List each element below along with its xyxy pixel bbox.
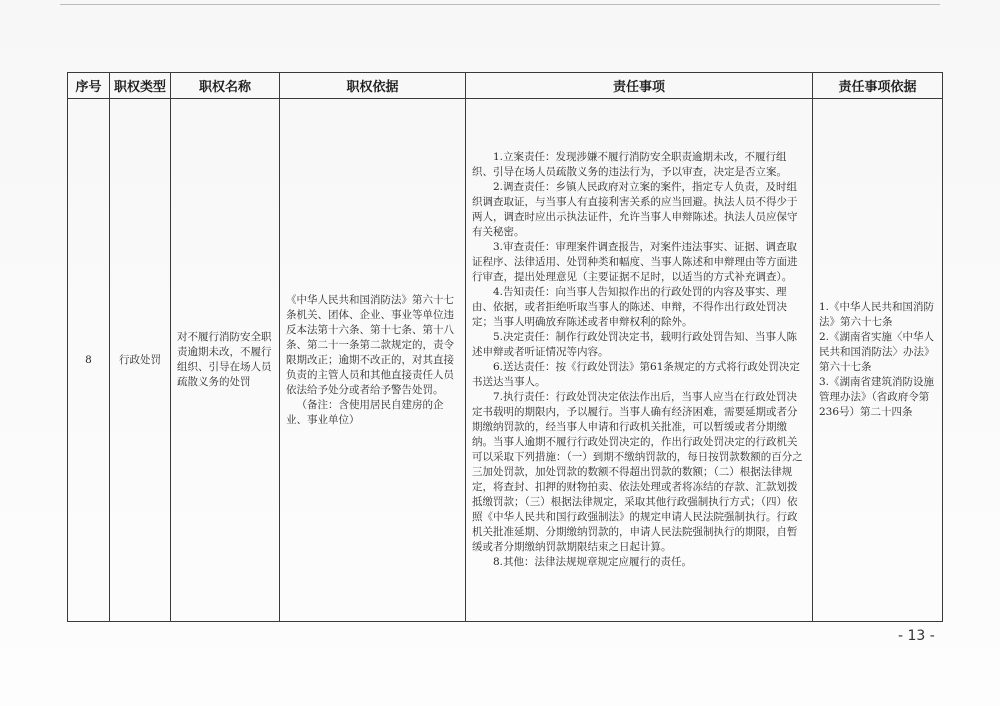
- header-power-basis: 职权依据: [280, 73, 466, 99]
- responsibility-item: 1.立案责任：发现涉嫌不履行消防安全职责逾期未改，不履行组织、引导在场人员疏散义务的违法行为，予以审查，决定是否立案。: [472, 151, 787, 178]
- resp-basis-item: 1.《中华人民共和国消防法》第六十七条: [819, 301, 935, 328]
- cell-power-type: 行政处罚: [110, 99, 171, 622]
- responsibility-item: 3.审查责任：审理案件调查报告，对案件违法事实、证据、调查取证程序、法律适用、处罚种类和幅度、当事人陈述和申辩理由等方面进行审查，提出处理意见（主要证据不足时，以适当的方式补充调查）。: [472, 241, 798, 283]
- page-number: - 13 -: [898, 628, 935, 644]
- power-basis-text: 《中华人民共和国消防法》第六十七条机关、团体、企业、事业等单位违反本法第十六条、第十七条、第十八条、第二十一条第二款规定的，责令限期改正；逾期不改正的，对其直接负责的主管人员和其他直接责任人员依法给予处分或者给予警告处罚。: [286, 293, 454, 396]
- resp-basis-item: 2.《湖南省实施〈中华人民共和国消防法〉办法》第六十七条: [819, 331, 935, 373]
- cell-responsibilities: [466, 99, 813, 622]
- header-responsibilities: 责任事项: [466, 73, 813, 99]
- responsibility-item: 4.告知责任：向当事人告知拟作出的行政处罚的内容及事实、理由、依据，或者拒绝听取当事人的陈述、申辩，不得作出行政处罚决定；当事人明确放弃陈述或者申辩权利的除外。: [472, 286, 787, 328]
- responsibility-item: 2.调查责任：乡镇人民政府对立案的案件，指定专人负责，及时组织调查取证，与当事人有直接利害关系的应当回避。执法人员不得少于两人，调查时应出示执法证件，允许当事人申辩陈述。执法人员应保守有关秘密。: [472, 181, 798, 238]
- table-header-row: [68, 73, 943, 99]
- scan-edge-line: [60, 4, 940, 5]
- responsibility-item: 6.送达责任：按《行政处罚法》第61条规定的方式将行政处罚决定书送达当事人。: [472, 361, 800, 388]
- cell-seq: 8: [68, 99, 110, 622]
- cell-power-basis: [280, 99, 466, 622]
- header-power-type: 职权类型: [110, 73, 171, 99]
- header-power-name: 职权名称: [171, 73, 280, 99]
- header-seq: 序号: [68, 73, 110, 99]
- responsibility-item: 5.决定责任：制作行政处罚决定书，载明行政处罚告知、当事人陈述申辩或者听证情况等内容。: [472, 331, 798, 358]
- cell-resp-basis: [813, 99, 943, 622]
- header-resp-basis: 责任事项依据: [813, 73, 943, 99]
- power-basis-note: （备注：含使用居民自建房的企业、事业单位）: [286, 398, 444, 426]
- table-row: [68, 99, 943, 622]
- responsibility-item: 7.执行责任：行政处罚决定依法作出后，当事人应当在行政处罚决定书载明的期限内，予以履行。当事人确有经济困难，需要延期或者分期缴纳罚款的，经当事人申请和行政机关批准，可以暂缓或者分期缴纳。当事人逾期不履行行政处罚决定的，作出行政处罚决定的行政机关可以采取下列措施：（一）到期不缴纳罚款的，每日按罚款数额的百分之三加处罚款，加处罚款的数额不得超出罚款的数额；（二）根据法律规定，将查封、扣押的财物拍卖、依法处理或者将冻结的存款、汇款划拨抵缴罚款；（三）根据法律规定，采取其他行政强制执行方式；（四）依照《中华人民共和国行政强制法》的规定申请人民法院强制执行。行政机关批准延期、分期缴纳罚款的，申请人民法院强制执行的期限，自暂缓或者分期缴纳罚款期限结束之日起计算。: [472, 391, 803, 553]
- cell-power-name: 对不履行消防安全职责逾期未改，不履行组织、引导在场人员疏散义务的处罚: [171, 99, 280, 622]
- power-duty-table: [67, 72, 943, 622]
- responsibility-item: 8.其他：法律法规规章规定应履行的责任。: [493, 556, 693, 568]
- resp-basis-item: 3.《湖南省建筑消防设施管理办法》（省政府令第236号）第二十四条: [819, 376, 935, 418]
